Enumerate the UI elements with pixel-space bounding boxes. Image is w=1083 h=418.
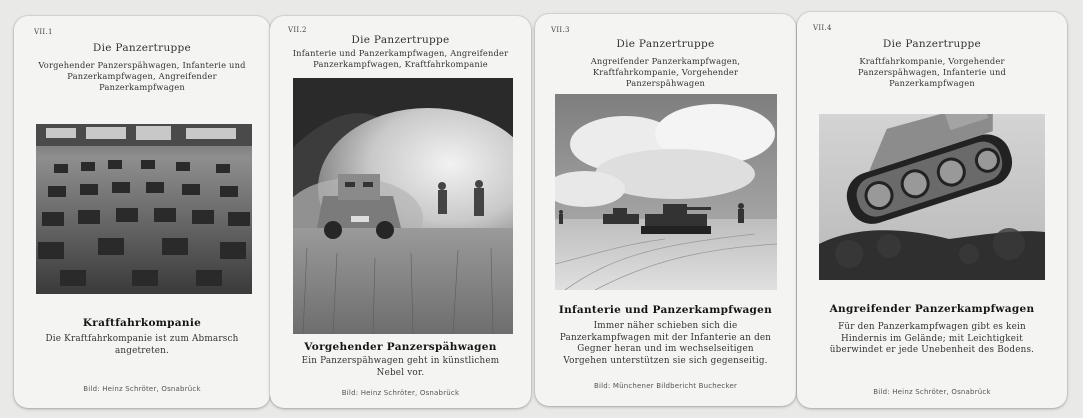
card-set-list: Angreifender Panzerkampfwagen, Kraftfahrkompanie, Vorgehender Panzerspähwagen: [590, 56, 741, 88]
card-series-title: Die Panzertruppe: [616, 38, 715, 50]
card-photo: [555, 94, 777, 290]
card-number: VII.1: [34, 28, 53, 36]
card-description: Für den Panzerkampfwagen gibt es kein Hindernis im Gelände; mit Leichtigkeit überwindet er jede Unebenheit des Bodens.: [829, 322, 1035, 355]
card-number: VII.3: [551, 26, 570, 34]
card-photo: [819, 114, 1045, 280]
quartet-card-4: [797, 12, 1067, 408]
card-photo-credit: Bild: Heinz Schröter, Osnabrück: [873, 388, 991, 396]
card-photo: [36, 124, 252, 294]
card-set-list: Vorgehender Panzerspähwagen, Infanterie und Panzerkampfwagen, Angreifender Panzerkampfwagen: [38, 60, 246, 92]
card-number: VII.4: [813, 24, 832, 32]
card-description: Immer näher schieben sich die Panzerkampfwagen mit der Infanterie an den Gegner heran und im wechselseitigen Vorgehen unterstützen sie sich gegenseitig.: [559, 321, 772, 366]
card-caption: Angreifender Panzerkampfwagen: [829, 303, 1035, 315]
card-series-title: Die Panzertruppe: [351, 34, 450, 46]
card-caption: Vorgehender Panzerspähwagen: [304, 341, 497, 353]
quartet-card-3: [535, 14, 796, 406]
quartet-card-1: [14, 16, 270, 408]
card-caption: Infanterie und Panzerkampfwagen: [558, 304, 773, 316]
card-photo-credit: Bild: Münchener Bildbericht Buchecker: [593, 382, 738, 390]
card-caption: Kraftfahrkompanie: [82, 317, 202, 329]
card-photo-credit: Bild: Heinz Schröter, Osnabrück: [83, 385, 201, 393]
card-set-list: Kraftfahrkompanie, Vorgehender Panzerspähwagen, Infanterie und Panzerkampfwagen: [857, 56, 1007, 88]
card-description: Die Kraftfahrkompanie ist zum Abmarsch angetreten.: [45, 334, 239, 356]
card-number: VII.2: [288, 26, 307, 34]
card-series-title: Die Panzertruppe: [92, 42, 192, 54]
card-photo-credit: Bild: Heinz Schröter, Osnabrück: [341, 389, 460, 397]
card-description: Ein Panzerspähwagen geht in künstlichem Nebel vor.: [301, 356, 500, 378]
card-set-list: Infanterie und Panzerkampfwagen, Angreifender Panzerkampfwagen, Kraftfahrkompanie: [292, 48, 509, 69]
card-photo: [293, 78, 513, 334]
card-series-title: Die Panzertruppe: [882, 38, 982, 50]
quartet-card-2: [270, 16, 531, 408]
